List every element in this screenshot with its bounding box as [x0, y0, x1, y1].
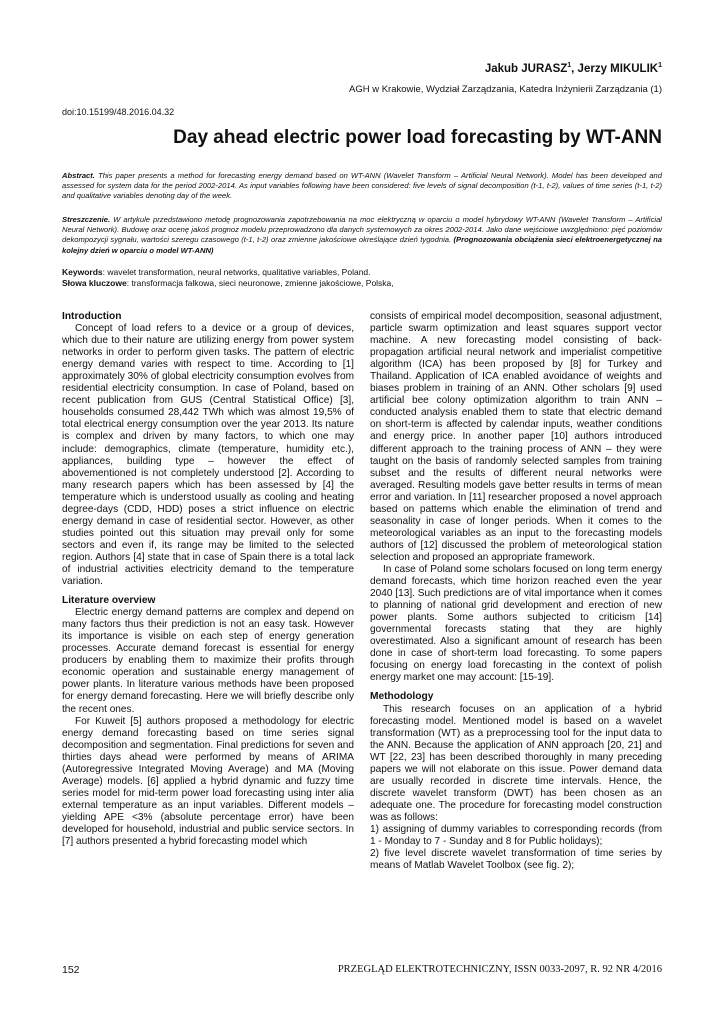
streszczenie-text: W artykule przedstawiono metodę prognozowania zapotrzebowania na moc elektryczną w oparciu o model hybrydowy WT-ANN (Wavelet Transform – Artificial Neural Network). Budowę oraz ocenę jakoś prognoz modelu przeprowadzono dla danych systemowych za okres 2002-2014. Jako dane wejściowe uwzględniono: pięć poziomów dekompozycji sygnału, wartości szeregu czasowego (t-1, t-2) oraz zmienne jakościowe określające dzień tygodnia. [62, 215, 662, 245]
literature-paragraph-1: Electric energy demand patterns are complex and depend on many factors thus their prediction is not an easy task. However its importance is visible on each step of energy generation processes. Accurate demand forecast is essential for energy producers by enabling them to maximize their profits through economic operation and sustainable energy management of power plants. In literature various methods have been proposed for energy demand forecasting. Here we will briefly describe only the recent ones. [62, 607, 354, 715]
literature-paragraph-4: In case of Poland some scholars focused on long term energy demand forecasts, which time horizon reached even the year 2040 [13]. Such predictions are of vital importance when it comes to planning of national grid development and erection of new power plants. Some authors subjected to criticism [14] governmental forecasts stating that they are highly overestimated. Also a significant amount of research has been done in case of short-term load forecasting. To some papers focusing on energy load forecasting in the context of polish energy market one may account: [15-19]. [370, 563, 662, 684]
literature-heading: Literature overview [62, 595, 156, 607]
keywords-pl [62, 278, 662, 289]
streszczenie-label: Streszczenie. [62, 215, 111, 224]
streszczenie [62, 215, 662, 256]
left-column [62, 311, 354, 848]
journal-footer: PRZEGLĄD ELEKTROTECHNICZNY, ISSN 0033-2097, R. 92 NR 4/2016 [337, 964, 662, 975]
polish-title: (Prognozowania obciążenia sieci elektroenergetycznej na kolejny dzień w oparciu o model WT-ANN) [62, 235, 662, 255]
keywords-block [62, 267, 662, 289]
keywords-pl-label: Słowa kluczowe [62, 278, 127, 288]
keywords [62, 267, 662, 278]
author-1: Jakub JURASZ [484, 62, 568, 75]
right-column [370, 311, 662, 872]
page-number: 152 [62, 964, 80, 976]
methodology-paragraph: This research focuses on an application of a hybrid forecasting model. Mentioned model is based on a wavelet transformation (WT) as a preprocessing tool for the input data to the ANN. Because the application of ANN approach [20, 21] and WT [22, 23] has been described thoroughly in many preceding papers we will not elaborate on this issue. Power demand data are usually recorded in discrete time intervals. Hence, the discrete wavelet transform (DWT) has been chosen as an adequate one. The procedure for forecasting model construction was as follows: [370, 703, 662, 823]
doi: doi:10.15199/48.2016.04.32 [62, 107, 175, 117]
paper-title: Day ahead electric power load forecasting by WT-ANN [173, 127, 662, 148]
authors [485, 62, 662, 75]
affiliation: AGH w Krakowie, Wydział Zarządzania, Katedra Inżynierii Zarządzania (1) [348, 84, 662, 95]
abstract-label: Abstract. [62, 171, 95, 180]
procedure-step-1: 1) assigning of dummy variables to corresponding records (from 1 - Monday to 7 - Sunday and 8 for Public holidays); [370, 823, 662, 848]
literature-paragraph-3: consists of empirical model decomposition, seasonal adjustment, particle swarm optimization and least squares support vector machine. A new forecasting model consisting of back-propagation artificial neural network and imperialist competitive algorithm (ICA) has been proposed by [8] for Turkey and Thailand. Application of ICA enabled avoidance of weights and biases problem in training of an ANN. Other scholars [9] used artificial bee colony optimization algorithm to train ANN – conducted analysis enabled them to state that electric demand on short-term is affected by calendar inputs, weather conditions and energy price. In another paper [10] authors introduced different approach to the training process of ANN – they were taught on the basis of randomly selected samples from training subset and the results of different neural networks were averaged. Resulting models gave better results in terms of mean error and variation. In [11] researcher proposed a novel approach based on patterns which enable the elimination of trend and seasonality in case of longer periods. When it comes to the meteorological variables as an input to the forecasting models authors of [12] discussed the problem of meteorological station selection and proposed an appropriate framework. [370, 311, 662, 563]
author-2-affil-mark: 1 [658, 62, 662, 69]
keywords-pl-text: : transformacja falkowa, sieci neuronowe, zmienne jakościowe, Polska, [126, 278, 394, 288]
introduction-paragraph: Concept of load refers to a device or a group of devices, which due to their nature are utilizing energy from power system networks in order to perform given tasks. The pattern of electric energy demand varies with respect to time. According to [1] approximately 30% of global electricity consumption evolves from residential electricity consumption. In case of Poland, based on recent publication from GUS (Central Statistical Office) [3], households consumed 28,442 TWh which was almost 19,5% of total electrical energy consumption over the year 2013. Its nature is complex and driven by many factors, to which one may include: demographics, climate (temperature, humidity etc.), appliances, building type – however the effect of abovementioned is not completely understood [2]. According to many research papers which has been assessed by [4] the temperature which is understood usually as cooling and heating degree-days (CDD, HDD) poses a strict influence on electric energy demand in case of residential sector. However, as other studies pointed out this situation may prevail only for some sectors and even if, its range may be limited to the selected region. Authors [4] state that in case of Spain there is a total lack of industrial activities electricity demand to the temperature variation. [62, 323, 354, 588]
literature-paragraph-2: For Kuweit [5] authors proposed a methodology for electric energy demand forecasting based on time series signal decomposition and segmentation. Final predictions for seven and thirties days ahead were performed by means of ARIMA (Autoregressive Integrated Moving Average) and MA (Moving Average) models. [6] applied a hybrid dynamic and fuzzy time series model for mid-term power load forecasting using inter alia external temperature as an input variables. Different models – yielding APE <3% (absolute percentage error) have been developed for household, industrial and public service sectors. In [7] authors presented a hybrid forecasting model which [62, 715, 354, 848]
author-1-affil-mark: 1 [567, 62, 572, 69]
introduction-heading: Introduction [62, 311, 122, 322]
abstract [62, 171, 662, 202]
methodology-heading: Methodology [370, 691, 434, 703]
keywords-label: Keywords [62, 267, 103, 277]
procedure-step-2: 2) five level discrete wavelet transformation of time series by means of Matlab Wavelet Toolbox (see fig. 2); [370, 848, 662, 872]
abstract-text: This paper presents a method for forecasting energy demand based on WT-ANN (Wavelet Transform – Artificial Neural Network). Model has been developed and assessed for system data for the period 2002-2014. As input variables following have been considered: five levels of signal decomposition (t-1, t-2), values of time series (t-1, t-2) and qualitative variables denoting day of the week. [62, 171, 662, 201]
author-2: , Jerzy MIKULIK [571, 62, 659, 75]
keywords-text: : wavelet transformation, neural networks, qualitative variables, Poland. [102, 267, 371, 277]
